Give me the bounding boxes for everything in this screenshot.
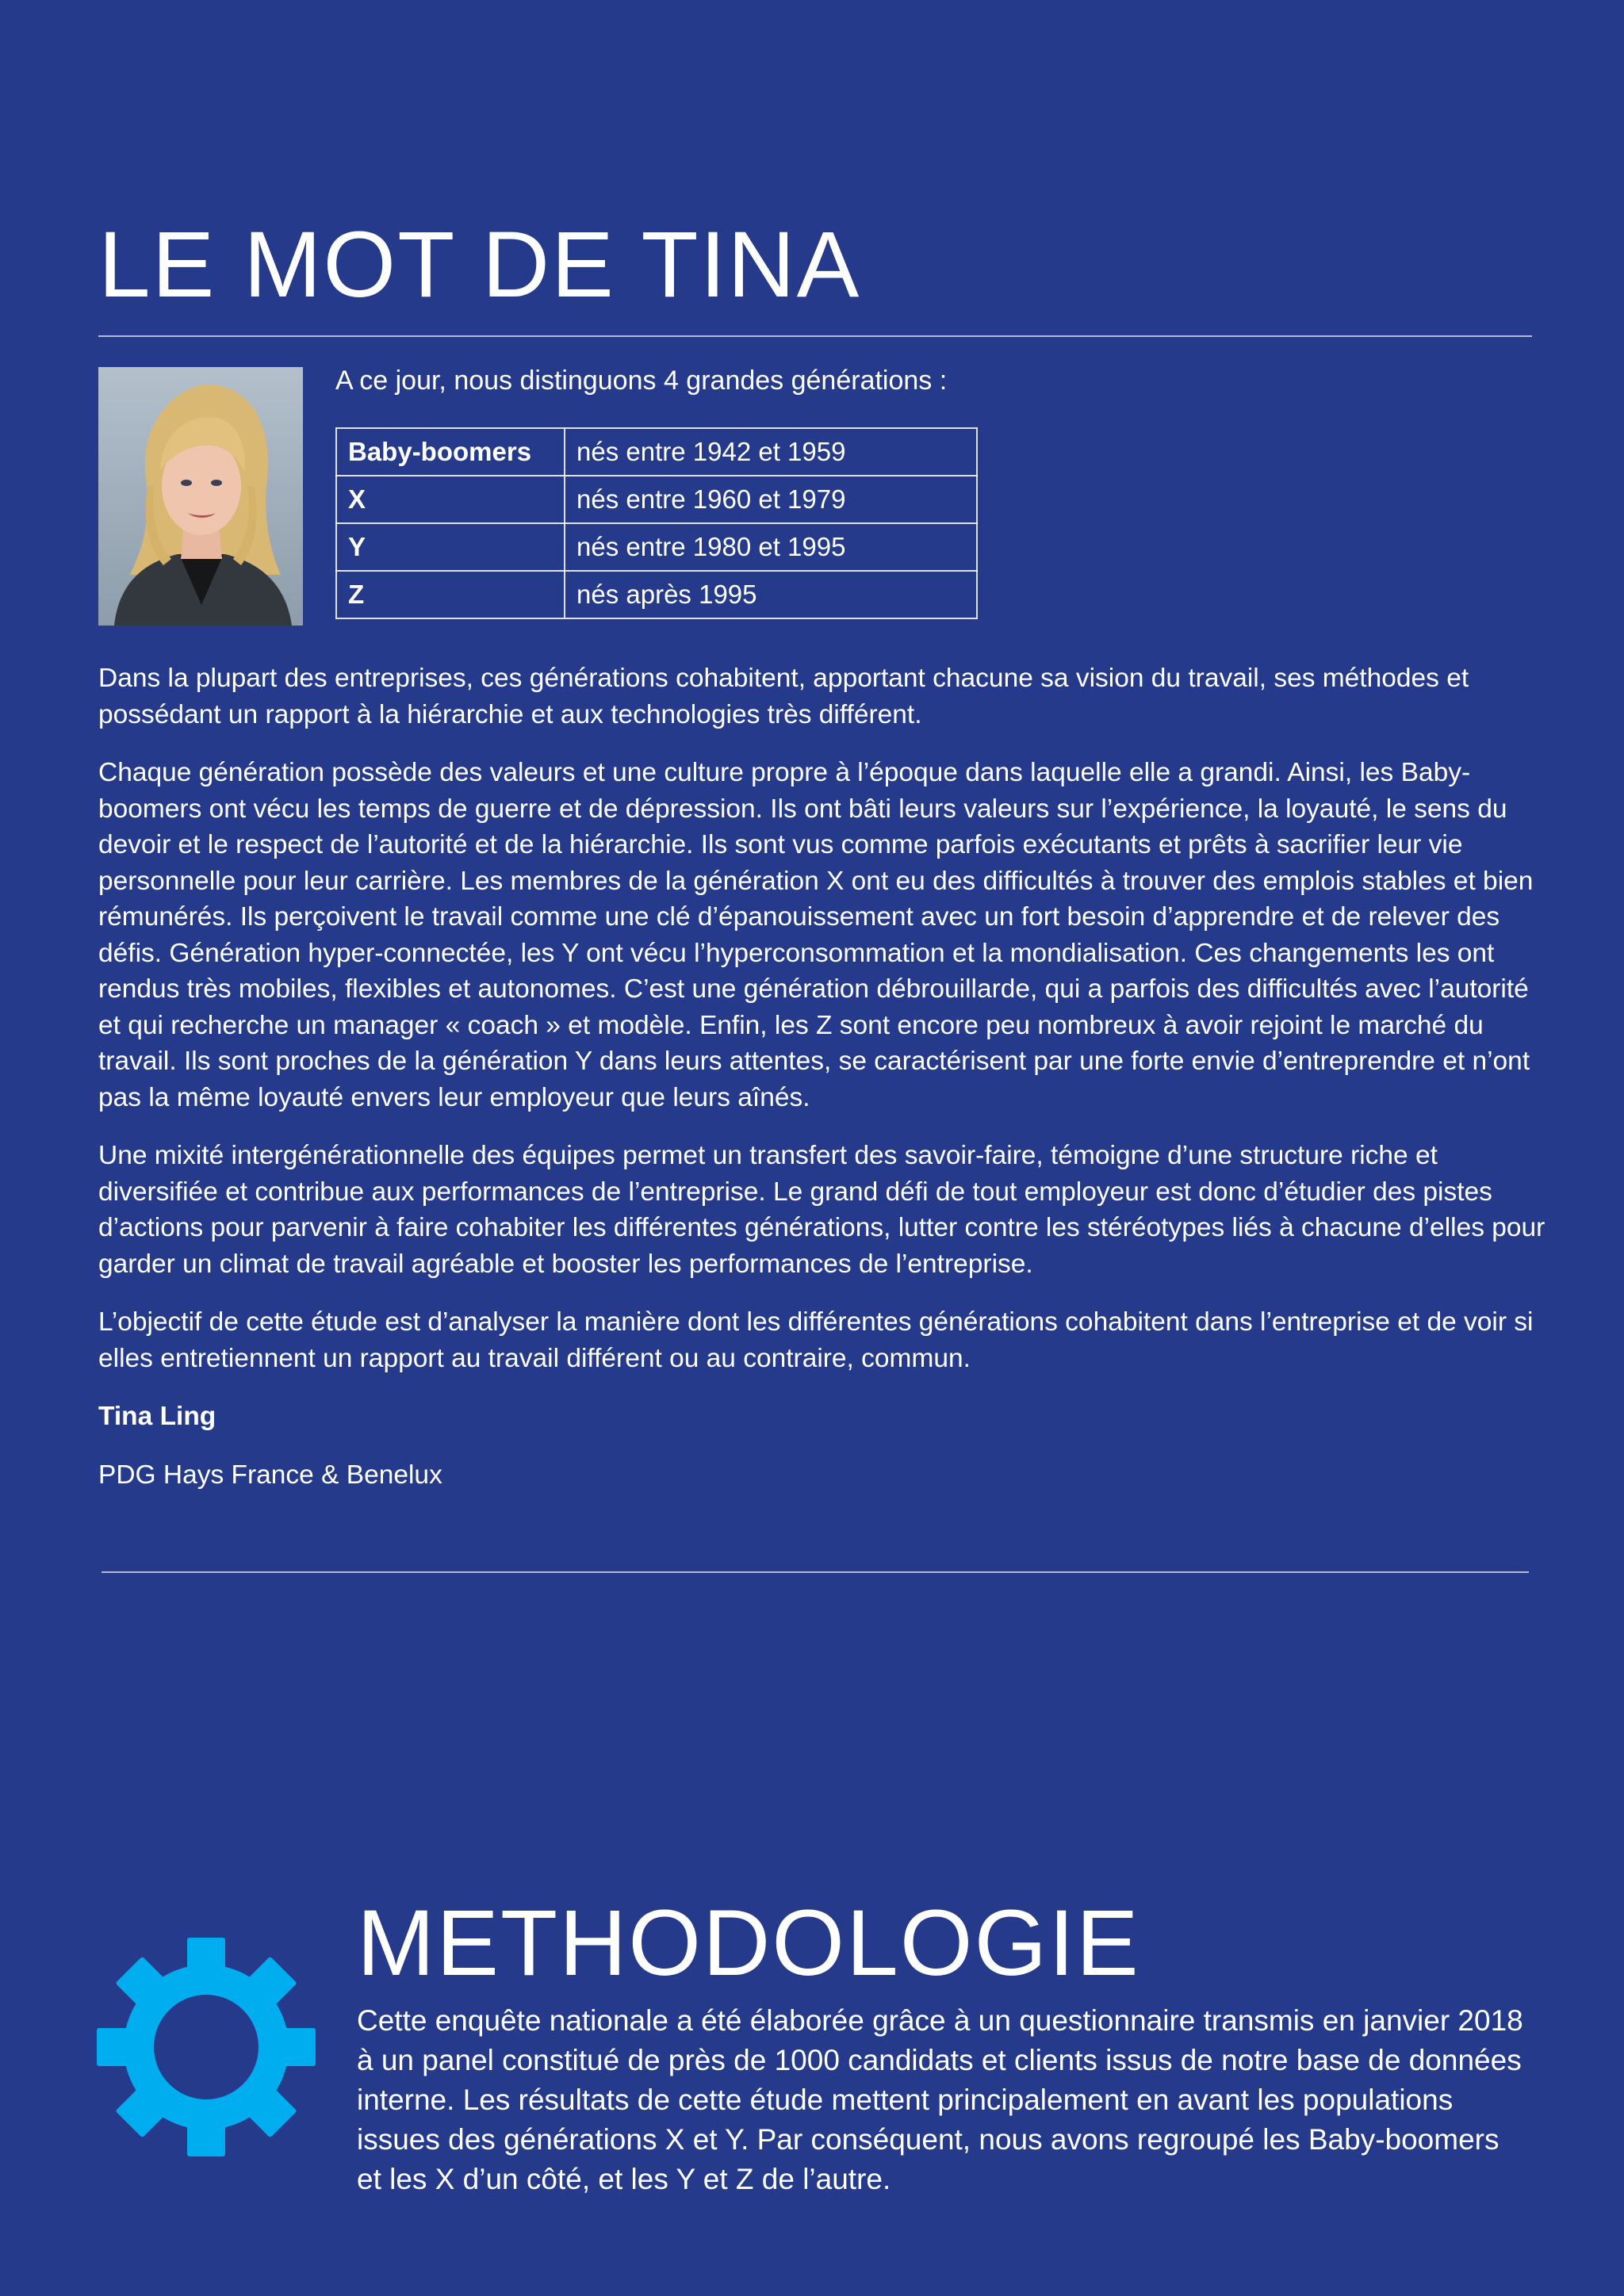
generation-dates: nés entre 1960 et 1979 xyxy=(565,476,977,523)
table-row xyxy=(336,476,977,523)
top-divider xyxy=(98,335,1532,337)
generation-dates: nés après 1995 xyxy=(565,571,977,618)
methodology-title: METHODOLOGIE xyxy=(357,1891,1140,1996)
paragraph: Chaque génération possède des valeurs et une culture propre à l’époque dans laquelle elle a grandi. Ainsi, les Baby-boomers ont vécu les temps de guerre et de dépression. Ils ont bâti leurs valeurs sur l’expérience, la loyauté, le sens du devoir et le respect de l’autorité et de la hiérarchie. Ils sont vus comme parfois exécutants et prêts à sacrifier leur vie personnelle pour leur carrière. Les membres de la génération X ont eu des difficultés à trouver des emplois stables et bien rémunérés. Ils perçoivent le travail comme une clé d’épanouissement avec un fort besoin d’apprendre et de relever des défis. Génération hyper-connectée, les Y ont vécu l’hyperconsommation et la mondialisation. Ces changements les ont rendus très mobiles, flexibles et autonomes. C’est une génération débrouillarde, qui a parfois des difficultés avec l’autorité et qui recherche un manager « coach » et modèle. Enfin, les Z sont encore peu nombreux à avoir rejoint le marché du travail. Ils sont proches de la génération Y dans leurs attentes, se caractérisent par une forte envie d’entreprendre et n’ont pas la même loyauté envers leur employeur que leurs aînés. xyxy=(98,758,1534,1112)
generation-name: Baby-boomers xyxy=(336,428,565,476)
paragraph: Dans la plupart des entreprises, ces générations cohabitent, apportant chacune sa vision du travail, ses méthodes et possédant un rapport à la hiérarchie et aux technologies très différent. xyxy=(98,664,1469,729)
signature-name: Tina Ling xyxy=(98,1402,216,1431)
bottom-divider xyxy=(102,1571,1529,1573)
generation-dates: nés entre 1942 et 1959 xyxy=(565,428,977,476)
portrait-illustration xyxy=(98,367,303,626)
generation-dates: nés entre 1980 et 1995 xyxy=(565,523,977,571)
section-title: LE MOT DE TINA xyxy=(98,212,861,317)
gear-shape xyxy=(97,1938,316,2156)
table-row xyxy=(336,523,977,571)
table-row xyxy=(336,571,977,618)
intro-text: A ce jour, nous distinguons 4 grandes générations : xyxy=(335,365,948,396)
methodology-text: Cette enquête nationale a été élaborée grâce à un questionnaire transmis en janvier 2018 à un panel constitué de près de 1000 candidats et clients issus de notre base de données interne. Les résultats de cette étude mettent principalement en avant les populations issues des générations X et Y. Par conséquent, nous avons regroupé les Baby-boomers et les X d’un côté, et les Y et Z de l’autre. xyxy=(357,2004,1523,2195)
generation-name: Y xyxy=(336,523,565,571)
signature-role: PDG Hays France & Benelux xyxy=(98,1460,442,1490)
paragraph: Une mixité intergénérationnelle des équipes permet un transfert des savoir-faire, témoigne d’une structure riche et diversifiée et contribue aux performances de l’entreprise. Le grand défi de tout employeur est donc d’étudier des pistes d’actions pour parvenir à faire cohabiter les différentes générations, lutter contre les stéréotypes liés à chacune d’elles pour garder un climat de travail agréable et booster les performances de l’entreprise. xyxy=(98,1141,1545,1279)
table-row xyxy=(336,428,977,476)
generations-table xyxy=(335,427,978,619)
paragraph: L’objectif de cette étude est d’analyser la manière dont les différentes générations cohabitent dans l’entreprise et de voir si elles entretiennent un rapport au travail différent ou au contraire, commun. xyxy=(98,1307,1534,1373)
generation-name: X xyxy=(336,476,565,523)
generation-name: Z xyxy=(336,571,565,618)
gear-icon xyxy=(97,1938,316,2156)
editorial-body xyxy=(98,660,1549,1515)
portrait-photo xyxy=(98,367,303,626)
